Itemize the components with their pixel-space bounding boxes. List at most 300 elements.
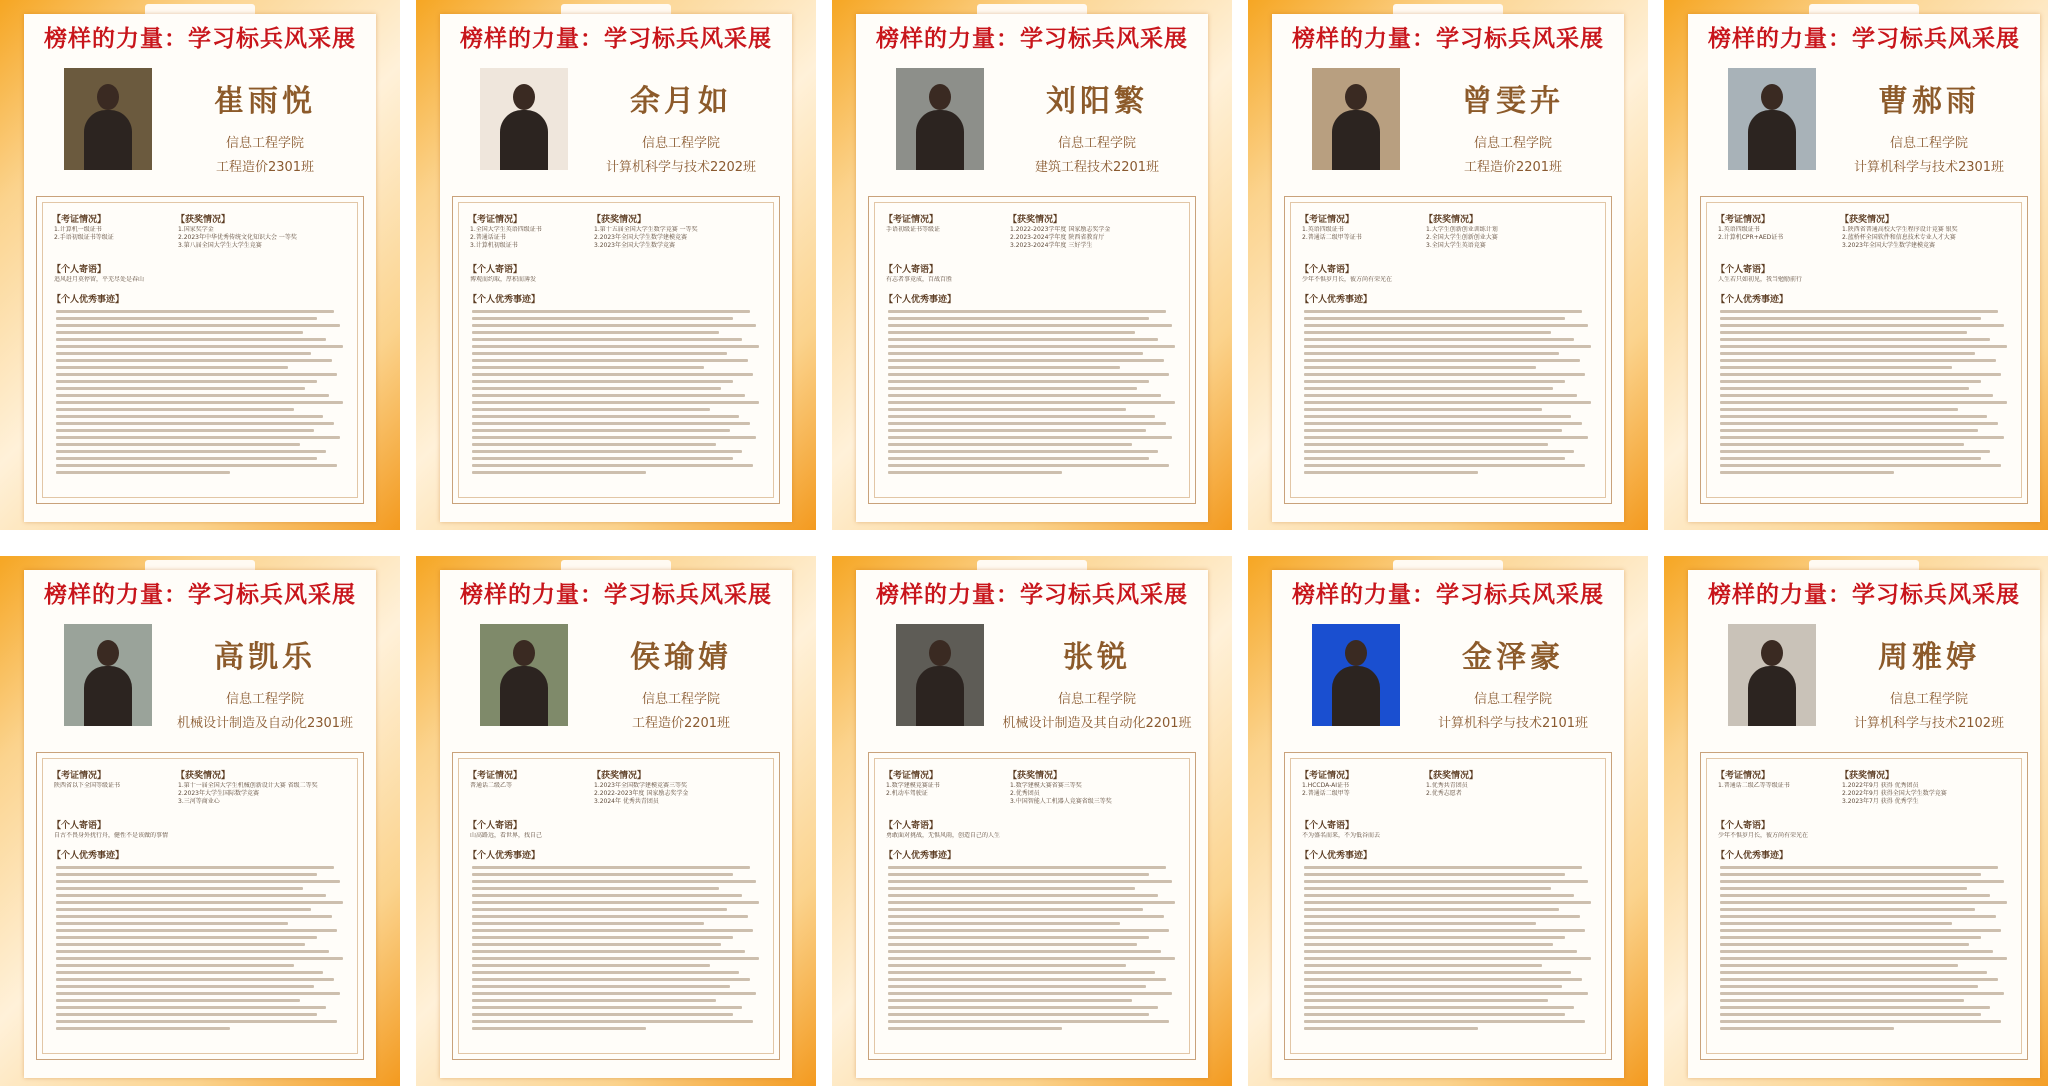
story-text-line xyxy=(472,464,753,467)
story-text-line xyxy=(888,387,1137,390)
story-text-line xyxy=(1304,985,1562,988)
story-text-line xyxy=(1720,971,1987,974)
cert-text: 1.HCCDA-AI证书 2.普通话二级甲等 xyxy=(1302,782,1350,797)
photo-person-body xyxy=(500,666,548,726)
story-text-line xyxy=(56,457,317,460)
story-text-line xyxy=(1304,999,1548,1002)
student-poster xyxy=(832,556,1232,1086)
motto-heading: 【个人寄语】 xyxy=(1716,265,1771,275)
story-text-line xyxy=(888,464,1169,467)
award-text: 1.大学生创新创业训练计划 2.全国大学生创新创业大赛 3.全国大学生英语竞赛 xyxy=(1426,226,1498,249)
story-text-line xyxy=(888,880,1172,883)
story-text-line xyxy=(472,971,739,974)
story-text-line xyxy=(888,422,1166,425)
story-text-line xyxy=(1720,373,2001,376)
story-text-line xyxy=(56,880,340,883)
story-text-line xyxy=(472,345,759,348)
student-name: 高凯乐 xyxy=(214,640,316,675)
student-poster xyxy=(832,0,1232,530)
award-heading: 【获奖情况】 xyxy=(1840,215,1895,225)
student-photo xyxy=(896,624,984,726)
story-text-line xyxy=(56,338,326,341)
story-text-line xyxy=(888,415,1155,418)
story-text-line xyxy=(472,1027,646,1030)
photo-person-body xyxy=(916,110,964,170)
photo-person-head xyxy=(1761,640,1783,666)
story-text-line xyxy=(888,450,1158,453)
story-text-line xyxy=(1304,964,1542,967)
story-heading: 【个人优秀事迹】 xyxy=(1716,295,1789,305)
story-text-line xyxy=(472,331,719,334)
cert-text: 1.全国大学生英语四级证书 2.普通话证书 3.计算机初级证书 xyxy=(470,226,542,249)
story-text-line xyxy=(472,401,759,404)
story-text-line xyxy=(56,950,329,953)
student-photo xyxy=(1312,68,1400,170)
story-text-line xyxy=(1304,394,1577,397)
story-text-line xyxy=(1720,450,1990,453)
story-text-line xyxy=(1720,436,2004,439)
story-text-line xyxy=(1304,415,1571,418)
story-text-line xyxy=(1304,317,1565,320)
student-name: 余月如 xyxy=(630,84,732,119)
story-text-line xyxy=(1304,380,1565,383)
cert-heading: 【考证情况】 xyxy=(468,771,523,781)
story-text-line xyxy=(888,429,1146,432)
story-text-line xyxy=(1720,873,1981,876)
story-text-line xyxy=(1304,366,1536,369)
motto-text: 人生若只如初见，我当勉励前行 xyxy=(1718,276,1803,283)
story-text-line xyxy=(472,338,742,341)
student-photo xyxy=(896,68,984,170)
story-text-line xyxy=(1720,908,1975,911)
photo-person-head xyxy=(97,84,119,110)
story-text-line xyxy=(472,894,742,897)
story-heading: 【个人优秀事迹】 xyxy=(52,295,125,305)
story-text-line xyxy=(472,901,759,904)
award-heading: 【获奖情况】 xyxy=(1008,771,1063,781)
story-text-line xyxy=(472,394,745,397)
story-text-line xyxy=(1720,957,2007,960)
story-text-line xyxy=(888,436,1172,439)
student-poster xyxy=(1664,556,2048,1086)
story-text-line xyxy=(1304,901,1591,904)
story-text-line xyxy=(472,450,742,453)
motto-text: 追风赶月莫停留，平芜尽处是春山 xyxy=(54,276,145,283)
story-text-line xyxy=(472,950,745,953)
story-text-line xyxy=(1720,992,2004,995)
motto-heading: 【个人寄语】 xyxy=(884,265,939,275)
award-heading: 【获奖情况】 xyxy=(1424,215,1479,225)
student-photo xyxy=(1312,624,1400,726)
story-text-line xyxy=(888,922,1120,925)
student-poster xyxy=(1664,0,2048,530)
student-class: 计算机科学与技术2202班 xyxy=(605,160,757,175)
story-text-line xyxy=(1720,387,1969,390)
story-text-line xyxy=(1304,915,1580,918)
story-text-line xyxy=(888,992,1172,995)
story-text-line xyxy=(888,978,1166,981)
story-text-line xyxy=(888,1006,1158,1009)
story-text-block xyxy=(888,310,1178,486)
story-text-line xyxy=(888,1013,1149,1016)
story-text-line xyxy=(472,443,716,446)
motto-heading: 【个人寄语】 xyxy=(884,821,939,831)
story-text-line xyxy=(888,443,1132,446)
poster-title: 榜样的力量：学习标兵风采展 xyxy=(1708,582,2020,608)
award-text: 1.2022-2023学年度 国家励志奖学金 2.2023-2024学年度 陕西省教育厅 3.2023-2024学年度 三好学生 xyxy=(1010,226,1111,249)
story-text-line xyxy=(1720,866,1998,869)
cert-heading: 【考证情况】 xyxy=(884,771,939,781)
story-text-line xyxy=(1304,345,1591,348)
student-college: 信息工程学院 xyxy=(1889,136,1968,151)
poster-title: 榜样的力量：学习标兵风采展 xyxy=(1708,26,2020,52)
student-photo xyxy=(1728,624,1816,726)
story-text-line xyxy=(1720,943,1969,946)
story-text-line xyxy=(56,436,340,439)
student-class: 工程造价2301班 xyxy=(215,160,315,175)
photo-person-head xyxy=(1345,84,1367,110)
award-heading: 【获奖情况】 xyxy=(592,215,647,225)
story-text-line xyxy=(888,1027,1062,1030)
story-text-line xyxy=(472,915,748,918)
story-text-line xyxy=(1720,401,2007,404)
student-class: 计算机科学与技术2301班 xyxy=(1853,160,2005,175)
story-text-line xyxy=(472,380,733,383)
story-text-line xyxy=(1304,359,1580,362)
story-text-line xyxy=(1304,908,1559,911)
story-text-line xyxy=(472,373,753,376)
story-text-line xyxy=(56,471,230,474)
student-poster xyxy=(0,556,400,1086)
story-text-block xyxy=(472,310,762,486)
motto-text: 不为盛名而来，不为低谷而去 xyxy=(1302,832,1381,839)
student-poster xyxy=(1248,556,1648,1086)
story-text-line xyxy=(472,922,704,925)
story-text-line xyxy=(888,1020,1169,1023)
story-text-line xyxy=(472,352,727,355)
award-text: 1.2023年全国数学建模竞赛三等奖 2.2022-2023年度 国家励志奖学金 3.2024年 优秀共青团员 xyxy=(594,782,689,805)
story-text-line xyxy=(1720,1020,2001,1023)
story-text-line xyxy=(1720,999,1964,1002)
story-text-line xyxy=(1720,985,1978,988)
story-text-line xyxy=(888,324,1172,327)
student-poster xyxy=(0,0,400,530)
story-text-line xyxy=(56,964,294,967)
story-text-line xyxy=(1720,915,1996,918)
story-text-line xyxy=(56,422,334,425)
story-text-block xyxy=(56,310,346,486)
story-text-block xyxy=(1304,310,1594,486)
story-text-line xyxy=(472,866,750,869)
story-text-line xyxy=(1304,978,1582,981)
student-photo xyxy=(480,624,568,726)
story-text-line xyxy=(56,415,323,418)
award-heading: 【获奖情况】 xyxy=(1840,771,1895,781)
photo-person-body xyxy=(1332,110,1380,170)
story-text-line xyxy=(1720,352,1975,355)
story-text-line xyxy=(1304,894,1574,897)
story-text-line xyxy=(1304,929,1585,932)
story-text-line xyxy=(56,450,326,453)
cert-heading: 【考证情况】 xyxy=(1300,215,1355,225)
poster-title: 榜样的力量：学习标兵风采展 xyxy=(1292,582,1604,608)
story-text-line xyxy=(1720,1013,1981,1016)
photo-person-body xyxy=(1748,110,1796,170)
story-text-line xyxy=(888,408,1126,411)
story-text-line xyxy=(56,908,311,911)
story-text-line xyxy=(1720,887,1967,890)
story-text-line xyxy=(56,866,334,869)
story-text-line xyxy=(56,331,303,334)
story-text-line xyxy=(888,985,1146,988)
story-text-line xyxy=(56,929,337,932)
story-text-line xyxy=(56,394,329,397)
motto-text: 有志者事竟成，百战百胜 xyxy=(886,276,953,283)
poster-title: 榜样的力量：学习标兵风采展 xyxy=(44,582,356,608)
story-text-line xyxy=(1304,464,1585,467)
story-text-line xyxy=(1720,359,1996,362)
story-text-line xyxy=(888,457,1149,460)
award-text: 1.第十五届全国大学生数学竞赛 一等奖 2.2023年全国大学生数学建模竞赛 3.2023年全国大学生数学竞赛 xyxy=(594,226,698,249)
student-college: 信息工程学院 xyxy=(225,692,304,707)
story-text-line xyxy=(56,957,343,960)
story-text-line xyxy=(56,310,334,313)
story-text-line xyxy=(56,429,314,432)
poster-title: 榜样的力量：学习标兵风采展 xyxy=(876,26,1188,52)
story-text-line xyxy=(1304,310,1582,313)
student-name: 崔雨悦 xyxy=(214,84,316,119)
cert-heading: 【考证情况】 xyxy=(52,215,107,225)
story-text-line xyxy=(56,901,343,904)
story-text-line xyxy=(1304,373,1585,376)
cert-text: 手语初级证书等级证 xyxy=(886,226,941,233)
story-text-line xyxy=(1720,408,1958,411)
story-text-line xyxy=(888,908,1143,911)
story-text-line xyxy=(56,985,314,988)
story-text-line xyxy=(1304,408,1542,411)
photo-person-head xyxy=(1761,84,1783,110)
story-heading: 【个人优秀事迹】 xyxy=(1300,295,1373,305)
photo-person-body xyxy=(84,666,132,726)
student-class: 工程造价2201班 xyxy=(631,716,731,731)
student-college: 信息工程学院 xyxy=(1057,136,1136,151)
student-college: 信息工程学院 xyxy=(641,136,720,151)
story-text-line xyxy=(56,352,311,355)
story-text-line xyxy=(888,901,1175,904)
story-text-line xyxy=(56,443,300,446)
story-text-line xyxy=(1304,443,1548,446)
story-text-line xyxy=(1720,443,1964,446)
student-college: 信息工程学院 xyxy=(1473,136,1552,151)
story-text-line xyxy=(888,345,1175,348)
story-text-line xyxy=(56,915,332,918)
poster-title: 榜样的力量：学习标兵风采展 xyxy=(876,582,1188,608)
motto-heading: 【个人寄语】 xyxy=(468,265,523,275)
photo-person-head xyxy=(929,640,951,666)
story-text-line xyxy=(888,394,1161,397)
story-text-line xyxy=(56,387,305,390)
story-text-line xyxy=(888,401,1175,404)
motto-heading: 【个人寄语】 xyxy=(1716,821,1771,831)
story-text-line xyxy=(56,936,317,939)
story-text-block xyxy=(472,866,762,1042)
story-text-line xyxy=(472,880,756,883)
story-text-line xyxy=(56,324,340,327)
story-text-line xyxy=(1720,929,2001,932)
cert-heading: 【考证情况】 xyxy=(1716,215,1771,225)
story-text-line xyxy=(472,422,750,425)
story-text-line xyxy=(1304,943,1553,946)
story-text-line xyxy=(56,1006,326,1009)
story-text-line xyxy=(1304,387,1553,390)
story-text-line xyxy=(1304,324,1588,327)
story-text-line xyxy=(1720,317,1981,320)
story-text-line xyxy=(56,1020,337,1023)
story-text-line xyxy=(1304,1027,1478,1030)
story-text-line xyxy=(1720,950,1993,953)
story-text-line xyxy=(56,373,337,376)
photo-person-body xyxy=(84,110,132,170)
story-text-line xyxy=(56,922,288,925)
photo-person-body xyxy=(500,110,548,170)
motto-heading: 【个人寄语】 xyxy=(1300,265,1355,275)
photo-person-body xyxy=(916,666,964,726)
motto-heading: 【个人寄语】 xyxy=(468,821,523,831)
story-text-line xyxy=(1304,1020,1585,1023)
student-poster xyxy=(1248,0,1648,530)
motto-heading: 【个人寄语】 xyxy=(52,821,107,831)
story-heading: 【个人优秀事迹】 xyxy=(884,851,957,861)
story-text-line xyxy=(1720,1006,1990,1009)
award-text: 1.国家奖学金 2.2023年中华优秀传统文化知识大会 一等奖 3.第八届全国大学生大学生竞赛 xyxy=(178,226,297,249)
story-text-line xyxy=(472,366,704,369)
story-text-line xyxy=(1720,310,1998,313)
story-text-line xyxy=(56,1027,230,1030)
story-heading: 【个人优秀事迹】 xyxy=(1716,851,1789,861)
student-name: 侯瑜婧 xyxy=(630,640,732,675)
student-class: 计算机科学与技术2101班 xyxy=(1437,716,1589,731)
motto-text: 勇敢面对挑战，无惧风雨，创造自己的人生 xyxy=(886,832,1001,839)
story-text-line xyxy=(56,978,334,981)
story-text-line xyxy=(1304,866,1582,869)
photo-person-head xyxy=(513,84,535,110)
story-text-line xyxy=(888,866,1166,869)
student-photo xyxy=(64,624,152,726)
award-text: 1.陕西省普通高校大学生程序设计竞赛 银奖 2.蓝桥杯全国软件和信息技术专业人才大赛 3.2023年全国大学生数学建模竞赛 xyxy=(1842,226,1958,249)
story-text-line xyxy=(56,894,326,897)
story-text-line xyxy=(1720,457,1981,460)
story-text-line xyxy=(888,359,1164,362)
cert-text: 1.数学建模竞赛证书 2.机动车驾驶证 xyxy=(886,782,940,797)
story-text-line xyxy=(56,380,317,383)
student-photo xyxy=(64,68,152,170)
story-text-line xyxy=(1720,331,1967,334)
story-text-line xyxy=(1304,338,1574,341)
story-text-block xyxy=(1720,866,2010,1042)
student-college: 信息工程学院 xyxy=(225,136,304,151)
story-text-line xyxy=(472,929,753,932)
poster-title: 榜样的力量：学习标兵风采展 xyxy=(460,26,772,52)
story-heading: 【个人优秀事迹】 xyxy=(884,295,957,305)
story-text-line xyxy=(472,415,739,418)
student-name: 曾雯卉 xyxy=(1462,84,1564,119)
story-text-line xyxy=(472,992,756,995)
story-text-line xyxy=(1720,880,2004,883)
story-text-line xyxy=(1304,950,1577,953)
story-text-line xyxy=(1720,345,2007,348)
motto-text: 少年不惧岁月长，彼方尚有荣光在 xyxy=(1302,276,1393,283)
student-photo xyxy=(1728,68,1816,170)
story-text-line xyxy=(472,359,748,362)
award-text: 1.数学建模大赛省赛三等奖 2.优秀团员 3.中国智能人工机器人竞赛省级三等奖 xyxy=(1010,782,1112,805)
student-class: 机械设计制造及自动化2301班 xyxy=(176,716,354,731)
story-text-line xyxy=(472,387,721,390)
story-text-line xyxy=(888,971,1155,974)
story-text-block xyxy=(888,866,1178,1042)
story-text-line xyxy=(1304,422,1582,425)
story-text-line xyxy=(1720,471,1894,474)
story-text-line xyxy=(1720,894,1990,897)
story-text-line xyxy=(472,317,733,320)
story-text-line xyxy=(1304,971,1571,974)
story-text-line xyxy=(1304,401,1591,404)
student-name: 周雅婷 xyxy=(1878,640,1980,675)
student-name: 刘阳繁 xyxy=(1046,84,1148,119)
cert-text: 1.普通话二级乙等等级证书 xyxy=(1718,782,1790,789)
story-text-line xyxy=(888,471,1062,474)
story-text-line xyxy=(1304,471,1478,474)
story-text-line xyxy=(472,964,710,967)
story-text-line xyxy=(1720,978,1998,981)
story-text-line xyxy=(472,457,733,460)
story-text-line xyxy=(888,950,1161,953)
story-text-line xyxy=(888,338,1158,341)
story-text-block xyxy=(1304,866,1594,1042)
story-text-line xyxy=(1720,366,1952,369)
student-class: 计算机科学与技术2102班 xyxy=(1853,716,2005,731)
story-heading: 【个人优秀事迹】 xyxy=(468,295,541,305)
story-text-line xyxy=(56,464,337,467)
award-heading: 【获奖情况】 xyxy=(176,771,231,781)
story-text-line xyxy=(1720,324,2004,327)
story-text-line xyxy=(1304,450,1574,453)
story-text-line xyxy=(472,936,733,939)
story-text-line xyxy=(472,887,719,890)
story-text-line xyxy=(56,971,323,974)
story-text-line xyxy=(472,471,646,474)
student-name: 张锐 xyxy=(1063,640,1131,675)
story-text-line xyxy=(1304,1006,1574,1009)
story-text-line xyxy=(472,1013,733,1016)
award-heading: 【获奖情况】 xyxy=(1008,215,1063,225)
story-text-line xyxy=(56,992,340,995)
cert-text: 1.计算机一级证书 2.手语初级证书等级证 xyxy=(54,226,114,241)
photo-person-head xyxy=(929,84,951,110)
story-text-line xyxy=(888,310,1166,313)
story-text-line xyxy=(1720,338,1990,341)
story-text-line xyxy=(1304,922,1536,925)
award-heading: 【获奖情况】 xyxy=(1424,771,1479,781)
story-text-line xyxy=(1720,429,1978,432)
student-class: 机械设计制造及其自动化2201班 xyxy=(1002,716,1192,731)
motto-heading: 【个人寄语】 xyxy=(52,265,107,275)
story-text-line xyxy=(472,985,730,988)
story-text-line xyxy=(888,873,1149,876)
story-text-line xyxy=(472,324,756,327)
story-text-line xyxy=(1720,936,1981,939)
story-text-line xyxy=(888,964,1126,967)
award-text: 1.优秀共青团员 2.优秀志愿者 xyxy=(1426,782,1468,797)
